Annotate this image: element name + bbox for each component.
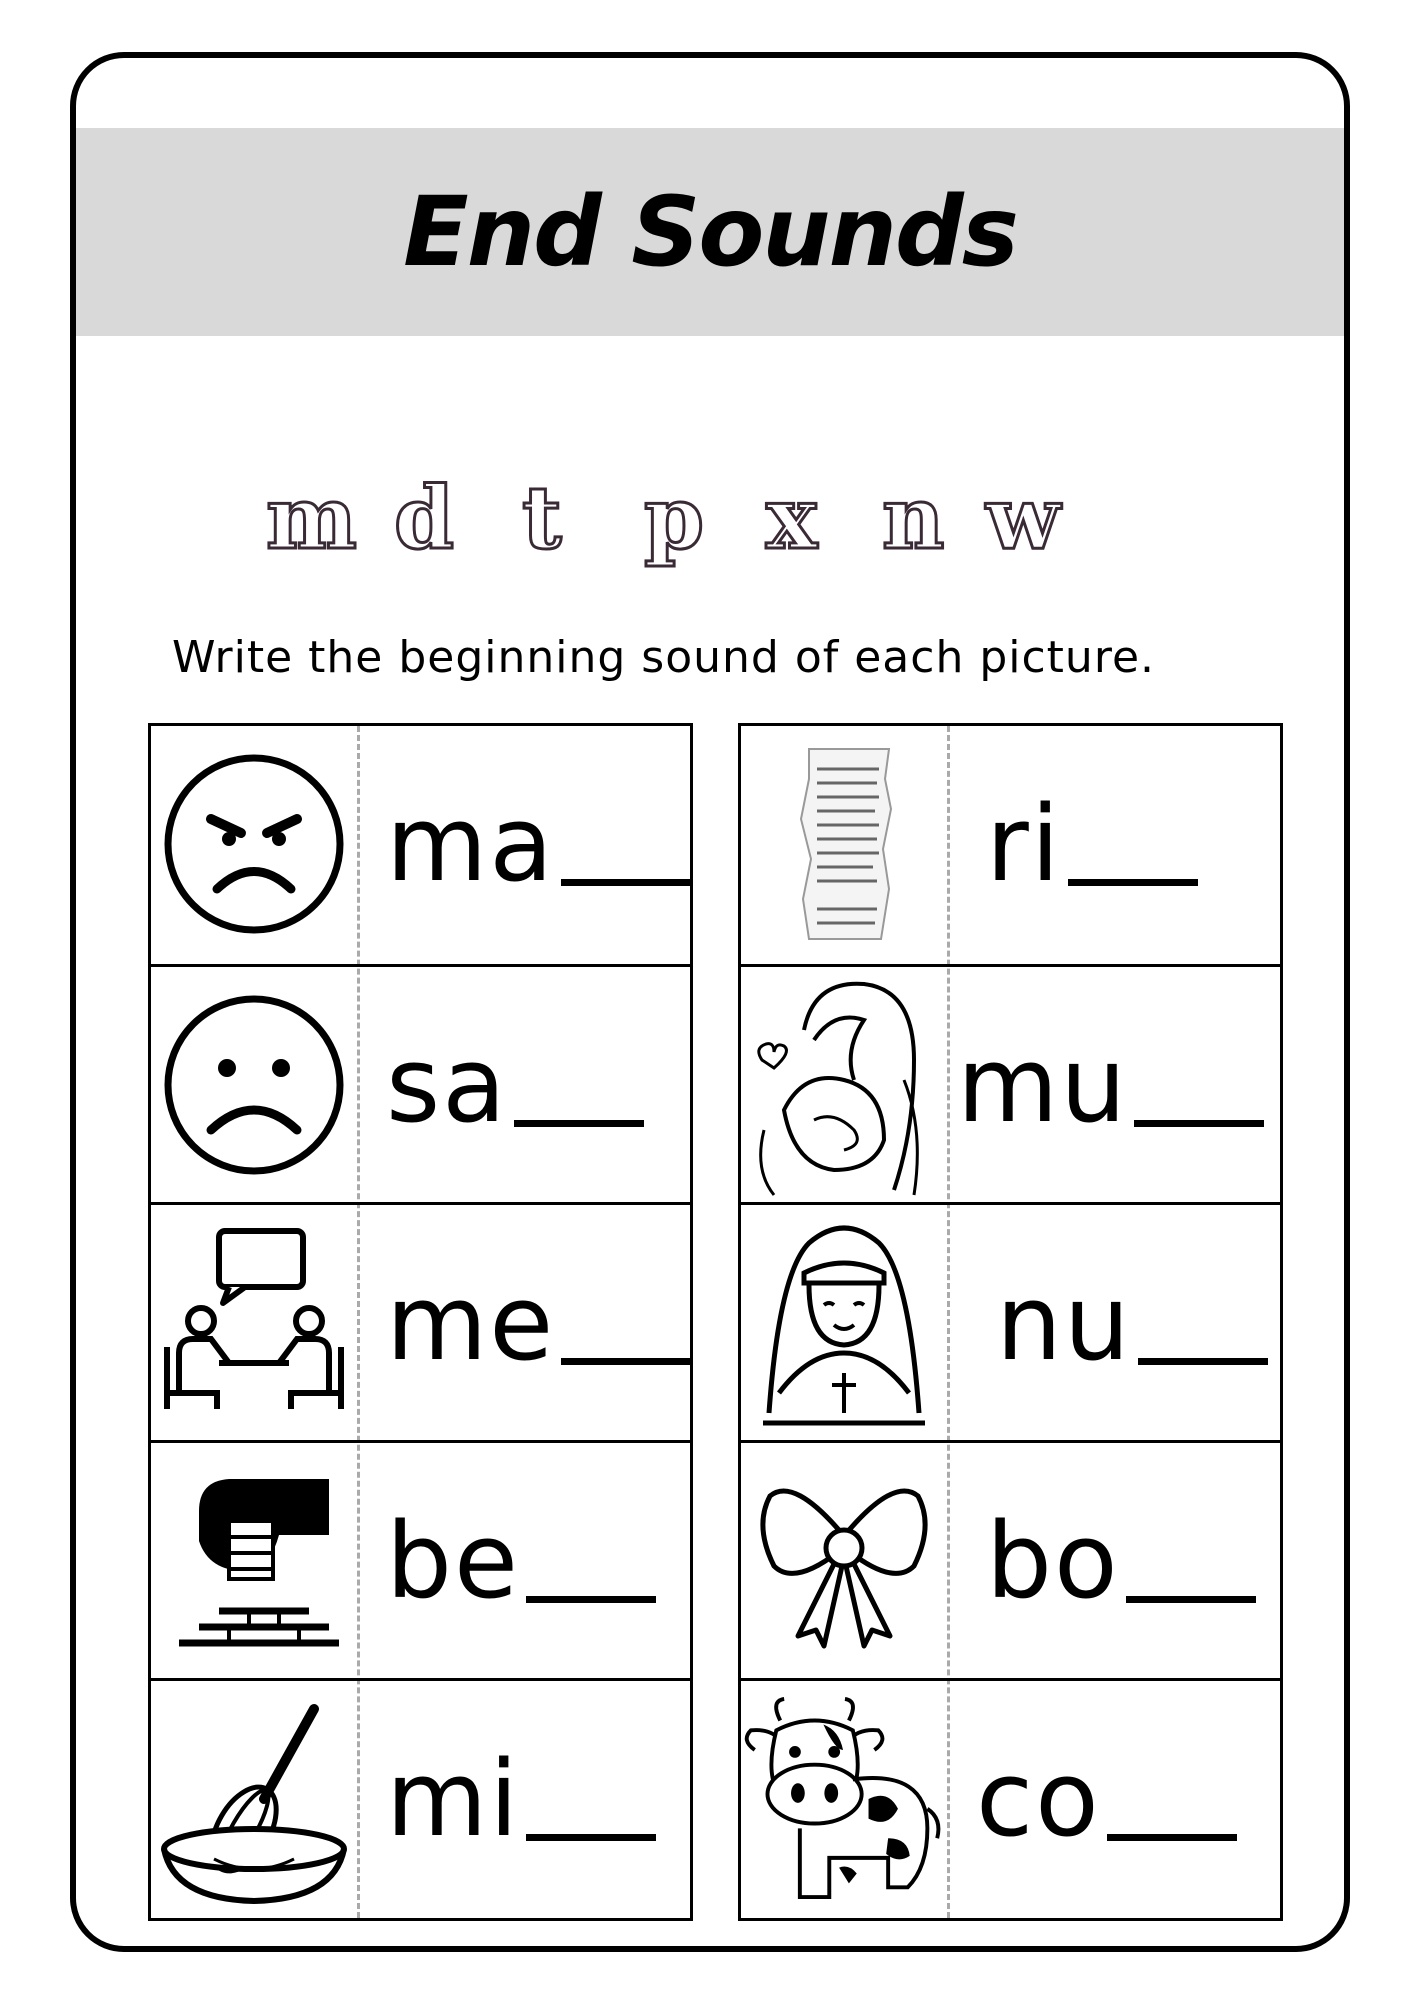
table-row [151, 964, 690, 1202]
angry-face-icon [151, 726, 357, 962]
letter-bank-item: n [882, 468, 945, 569]
word-stem [957, 967, 1264, 1203]
letter-bank-item: t [522, 468, 562, 569]
table-row [151, 726, 690, 964]
table-row [741, 964, 1280, 1202]
left-word-table [148, 723, 693, 1921]
word-stem-text: nu [996, 1262, 1132, 1384]
word-stem-text: sa [386, 1024, 508, 1146]
table-row [151, 1440, 690, 1678]
word-stem [976, 1681, 1237, 1917]
letter-bank-item: d [394, 468, 455, 569]
answer-blank[interactable] [1126, 1520, 1256, 1603]
bow-icon [741, 1443, 947, 1679]
word-stem [386, 1443, 656, 1679]
page-title: End Sounds [403, 176, 1017, 288]
answer-blank[interactable] [514, 1044, 644, 1127]
meeting-icon [151, 1205, 357, 1441]
bricks-hand-icon [151, 1443, 357, 1679]
word-stem-text: mu [957, 1024, 1129, 1146]
word-stem [386, 726, 691, 962]
nun-icon [741, 1205, 947, 1441]
word-stem [386, 1681, 656, 1917]
word-stem-text: ri [986, 783, 1062, 905]
right-word-table [738, 723, 1283, 1921]
torn-paper-icon [741, 726, 947, 962]
letter-bank-item: p [644, 468, 705, 569]
word-stem [996, 1205, 1268, 1441]
word-stem-text: bo [986, 1500, 1120, 1622]
worksheet-frame [70, 52, 1350, 1952]
sad-face-icon [151, 967, 357, 1203]
answer-blank[interactable] [1138, 1282, 1268, 1365]
answer-blank[interactable] [1068, 803, 1198, 886]
word-stem-text: ma [386, 783, 556, 905]
table-row [741, 1678, 1280, 1916]
table-row [151, 1678, 690, 1916]
answer-blank[interactable] [561, 803, 691, 886]
mother-baby-icon [741, 967, 947, 1203]
answer-blank[interactable] [561, 1282, 691, 1365]
word-stem [986, 726, 1198, 962]
letter-bank-item: w [986, 468, 1061, 569]
instruction-text: Write the beginning sound of each picture. [172, 632, 1155, 683]
table-row [741, 1202, 1280, 1440]
letter-bank-item: x [766, 468, 818, 569]
answer-blank[interactable] [1107, 1758, 1237, 1841]
word-stem-text: be [386, 1500, 520, 1622]
letter-bank-item: m [266, 468, 357, 569]
table-row [741, 726, 1280, 964]
word-stem-text: co [976, 1738, 1101, 1860]
word-stem [986, 1443, 1256, 1679]
answer-blank[interactable] [526, 1520, 656, 1603]
cow-icon [741, 1681, 947, 1917]
word-stem [386, 967, 644, 1203]
word-stem [386, 1205, 691, 1441]
table-row [151, 1202, 690, 1440]
answer-blank[interactable] [1134, 1044, 1264, 1127]
table-row [741, 1440, 1280, 1678]
answer-blank[interactable] [526, 1758, 656, 1841]
word-stem-text: me [386, 1262, 556, 1384]
word-stem-text: mi [386, 1738, 521, 1860]
letter-bank [76, 468, 1344, 596]
title-band [76, 128, 1344, 336]
whisk-bowl-icon [151, 1681, 357, 1917]
